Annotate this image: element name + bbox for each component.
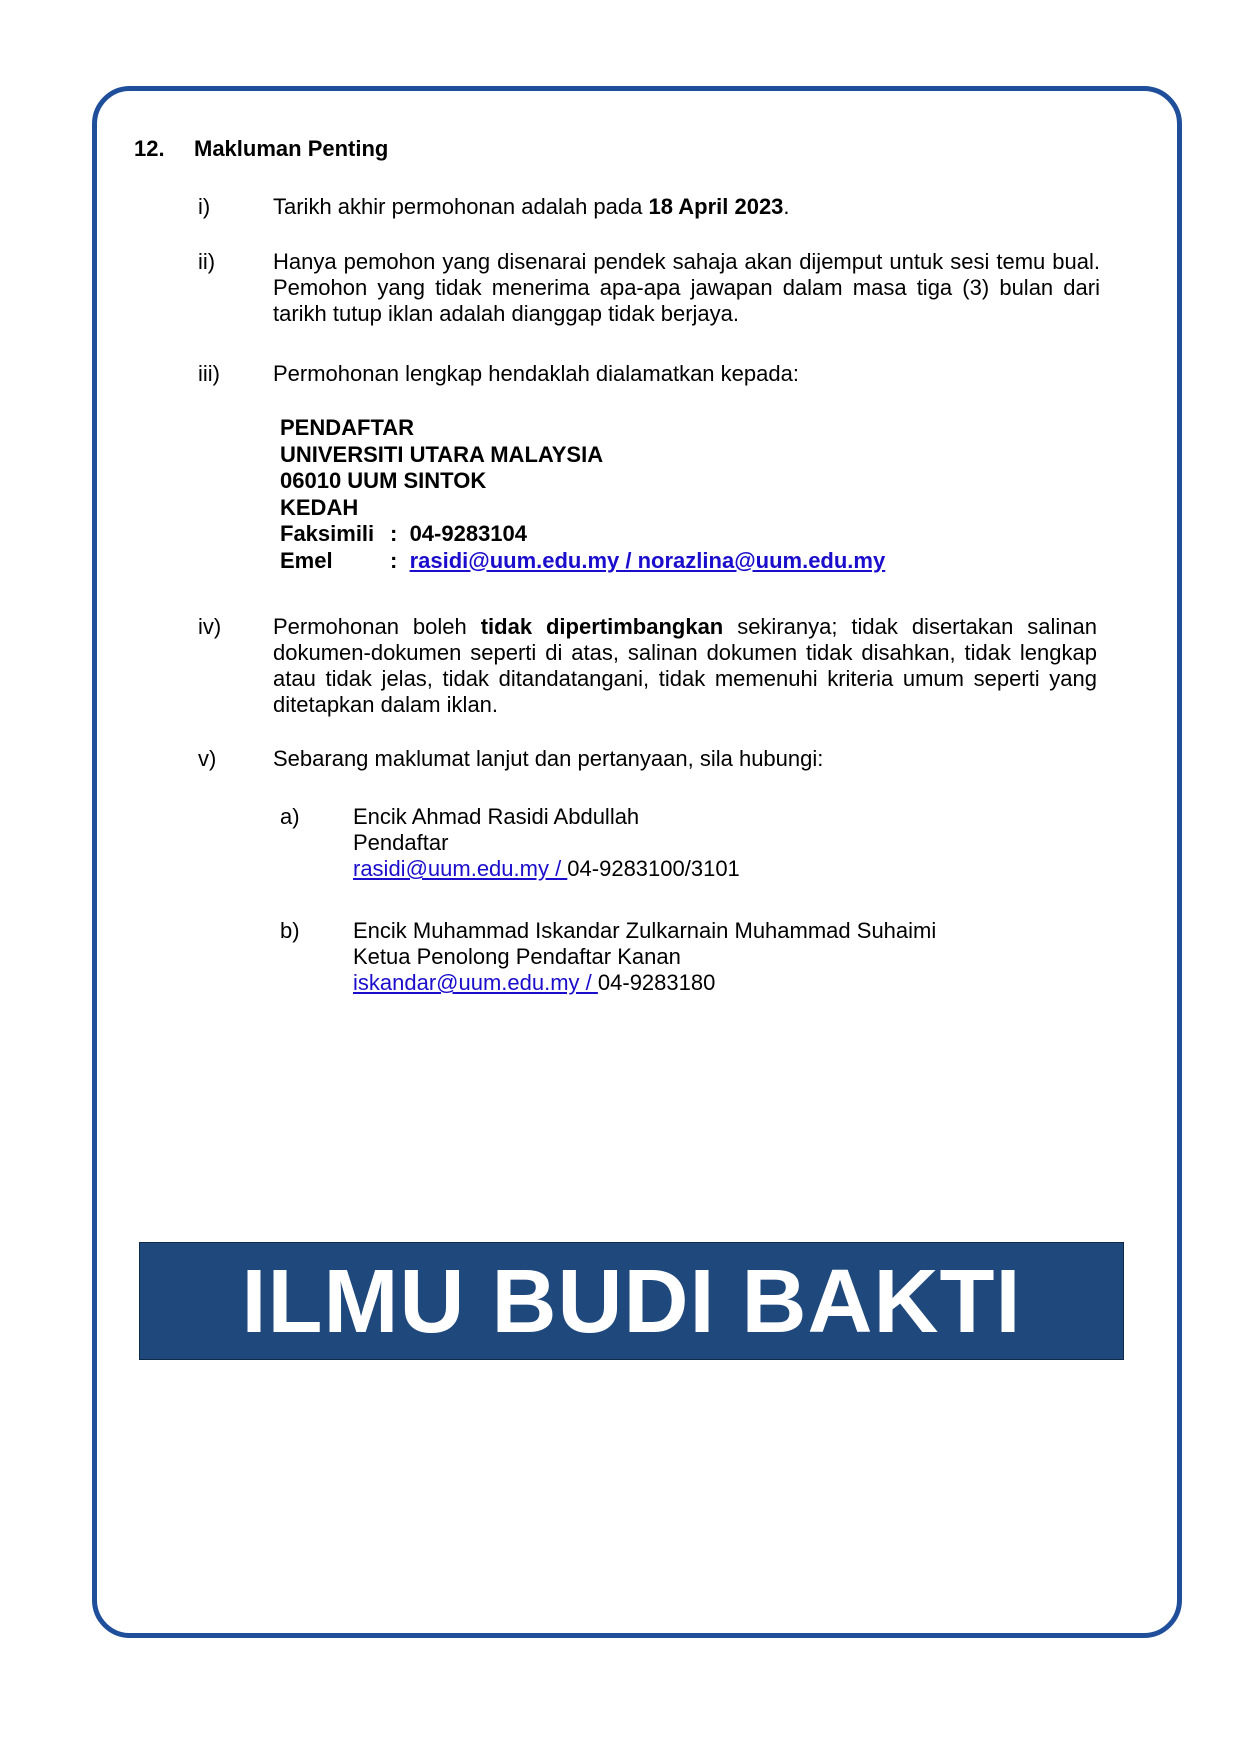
contact-a-details (353, 856, 740, 882)
email-label: Emel (280, 547, 333, 573)
item-v-number: v) (198, 746, 217, 771)
contact-b-email-link[interactable]: iskandar@uum.edu.my / (353, 970, 598, 995)
contact-b-role: Ketua Penolong Pendaftar Kanan (353, 944, 681, 969)
email-row (280, 548, 885, 575)
address-line-3: 06010 UUM SINTOK (280, 468, 487, 493)
address-line-4: KEDAH (280, 494, 359, 520)
address-block (280, 415, 885, 574)
item-iv-number: iv) (198, 614, 222, 639)
contact-a-email-link[interactable]: rasidi@uum.edu.my / (353, 856, 568, 881)
item-iii-text: Permohonan lengkap hendaklah dialamatkan kepada: (273, 361, 799, 386)
email-link[interactable]: rasidi@uum.edu.my / norazlina@uum.edu.my (409, 547, 886, 573)
item-iv-text: Permohonan boleh tidak dipertimbangkan sekiranya; tidak disertakan salinan dokumen-dokumen seperti di atas, salinan dokumen tidak disahkan, tidak lengkap atau tidak jelas, tidak ditandatangani, tidak memenuhi kriteria umum seperti yang ditetapkan dalam iklan. (273, 614, 1097, 717)
contact-a-name: Encik Ahmad Rasidi Abdullah (353, 804, 640, 829)
section-title: Makluman Penting (194, 136, 389, 161)
item-iii-number: iii) (198, 361, 220, 386)
email-separator: : (390, 547, 398, 573)
item-i-number: i) (198, 194, 211, 219)
item-i-text: Tarikh akhir permohonan adalah pada 18 April 2023. (273, 194, 790, 219)
item-ii-number: ii) (198, 249, 216, 274)
contact-b-name: Encik Muhammad Iskandar Zulkarnain Muhammad Suhaimi (353, 918, 937, 943)
deadline-date: 18 April 2023 (648, 194, 784, 219)
contact-a-number: a) (280, 804, 300, 829)
contact-a-role: Pendaftar (353, 830, 449, 855)
contact-b (353, 918, 936, 996)
fax-separator: : (390, 521, 398, 546)
not-considered-emphasis: tidak dipertimbangkan (480, 614, 724, 639)
fax-label: Faksimili (280, 521, 375, 546)
fax-value: 04-9283104 (409, 521, 528, 546)
contact-a (353, 804, 740, 882)
contact-b-phone: 04-9283180 (597, 970, 716, 995)
item-ii-text: Hanya pemohon yang disenarai pendek sahaja akan dijemput untuk sesi temu bual. Pemohon yang tidak menerima apa-apa jawapan dalam masa tiga (3) bulan dari tarikh tutup iklan adalah dianggap tidak berjaya. (273, 249, 1100, 326)
address-line-2: UNIVERSITI UTARA MALAYSIA (280, 441, 604, 467)
contact-b-number: b) (280, 918, 300, 943)
motto-banner: ILMU BUDI BAKTI (139, 1242, 1124, 1360)
contact-b-details (353, 970, 936, 996)
address-line-1: PENDAFTAR (280, 415, 415, 440)
item-v-text: Sebarang maklumat lanjut dan pertanyaan, sila hubungi: (273, 746, 824, 771)
contact-a-phone: 04-9283100/3101 (567, 856, 740, 881)
section-number: 12. (134, 136, 165, 161)
fax-row (280, 521, 885, 548)
